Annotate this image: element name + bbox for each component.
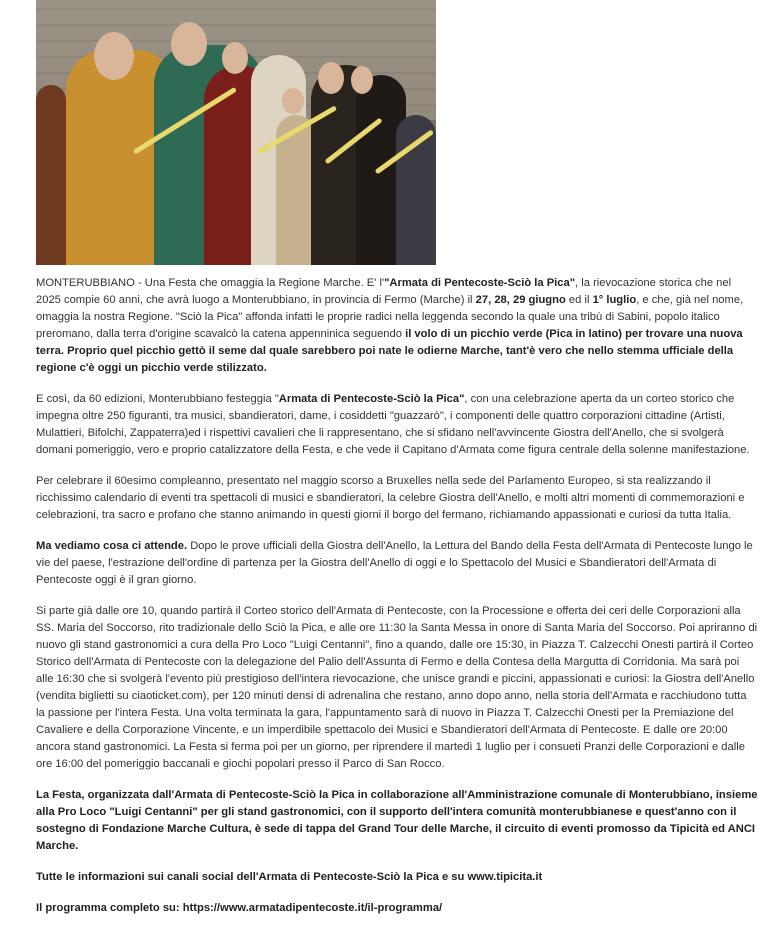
bold-text: Tutte le informazioni sui canali social dell'Armata di Pentecoste-Sciò la Pica e su [36, 871, 468, 883]
body-text: Dopo le prove ufficiali della Giostra dell'Anello, la Lettura del Bando della Festa dell'Armata di Pentecoste lungo le vie del paese, l'estrazione dell'ordine di partenza per la Giostra dell'Anello di oggi e lo Spettacolo del Musici e Sbandieratori dell'Armata di Pentecoste oggi è il gran giorno. [36, 540, 753, 586]
bold-text: Ma vediamo cosa ci attende. [36, 540, 188, 552]
article-paragraph [36, 900, 758, 917]
body-text: , la rievocazione storica che nel 2025 compie 60 anni, che avrà luogo a Monterubbiano, in provincia di Fermo (Marche) il [36, 277, 732, 306]
bold-text: "Armata di Pentecoste-Sciò la Pica" [384, 277, 576, 289]
bold-text: La Festa, organizzata dall'Armata di Pentecoste-Sciò la Pica in collaborazione all'Amministrazione comunale di Monterubbiano, insieme alla Pro Loco "Luigi Centanni" per gli stand gastronomici, con il supporto dell'intera comunità monterubbianese e quest'anno con il sostegno di Fondazione Marche Cultura, è sede di tappa del Grand Tour delle Marche, il circuito di eventi promosso da Tipicità ed ANCI Marche. [36, 789, 758, 852]
bold-text: il volo di un picchio verde (Pica in latino) per trovare una nuova terra. Proprio quel picchio gettò il seme dal quale sarebbero poi nate le odierne Marche, tant'è vero che nello stemma ufficiale della regione c'è oggi un picchio verde stilizzato. [36, 328, 743, 374]
body-text: , e che, già nel nome, omaggia la nostra Regione. "Sciò la Pica" affonda infatti le proprie radici nella leggenda secondo la quale una tribù di Sabini, popolo italico preromano, dalla terra d'origine scavalcò la catena appenninica seguendo [36, 294, 744, 340]
article-paragraph [36, 869, 758, 886]
article-photo [36, 0, 436, 265]
article-paragraph [36, 473, 758, 524]
article-paragraph [36, 275, 758, 377]
article-paragraph [36, 603, 758, 773]
article-paragraph [36, 538, 758, 589]
article-paragraph [36, 391, 758, 459]
body-text: ed il [565, 294, 593, 306]
article-link[interactable]: www.tipicita.it [467, 871, 543, 883]
article-body [36, 275, 758, 917]
body-text: Si parte già dalle ore 10, quando partirà il Corteo storico dell'Armata di Pentecoste, con la Processione e offerta dei ceri delle Corporazioni alla SS. Maria del Soccorso, rito tradizionale dello Sciò la Pica, e alle ore 11:30 la Santa Messa in onore di Santa Maria del Soccorso. Poi apriranno di nuovo gli stand gastronomici a cura della Pro Loco "Luigi Centanni", fino a quando, dalle ore 15:30, in Piazza T. Calzecchi Onesti partirà il Corteo Storico dell'Armata di Pentecoste con la delegazione del Palio dell'Assunta di Fermo e della Contesa della Margutta di Corridonia. Ma sarà poi alle 16:30 che si svolgerà l'evento più prestigioso dell'intera rievocazione, che unisce grandi e piccini, appassionati e curiosi: la Giostra dell'Anello (vendita biglietti su ciaoticket.com), per 120 minuti densi di adrenalina che restano, anno dopo anno, nella storia dell'Armata e racchiudono tutta la passione per l'intera Festa. Una volta terminata la gara, l'appuntamento sarà di nuovo in Piazza T. Calzecchi Onesti per la Premiazione del Cavaliere e della Corporazione Vincente, e un imperdibile spettacolo dei Musici e Sbandieratori dell'Armata di Pentecoste. E dalle ore 20:00 ancora stand gastronomici. La Festa si ferma poi per un giorno, per riprendere il martedì 1 luglio per i consueti Pranzi delle Corporazioni e dalle ore 16:00 del pomeriggio baccanali e giochi popolari presso il Parco di San Rocco. [36, 605, 758, 770]
body-text: E così, da 60 edizioni, Monterubbiano festeggia " [36, 393, 279, 405]
bold-text: 27, 28, 29 giugno [475, 294, 566, 306]
body-text: Per celebrare il 60esimo compleanno, presentato nel maggio scorso a Bruxelles nella sede del Parlamento Europeo, si sta realizzando il ricchissimo calendario di eventi tra spettacoli di musici e sbandieratori, la celebre Giostra dell'Anello, e molti altri momenti di commemorazioni e celebrazioni, tra sacro e profano che stanno animando in questi giorni il borgo del fermano, richiamando appassionati e curiosi da tutta Italia. [36, 475, 745, 521]
bold-text: Il programma completo su: [36, 902, 183, 914]
article [36, 0, 758, 931]
article-link[interactable]: https://www.armatadipentecoste.it/il-programma/ [182, 902, 443, 914]
bold-text: Armata di Pentecoste-Sciò la Pica" [278, 393, 465, 405]
bold-text: 1° luglio [592, 294, 637, 306]
article-paragraph [36, 787, 758, 855]
body-text: , con una celebrazione aperta da un corteo storico che impegna oltre 250 figuranti, tra musici, sbandieratori, dame, i cosiddetti "guazzarò", i componenti delle quattro corporazioni cittadine (Artisti, Mulattieri, Bifolchi, Zappaterra)ed i rispettivi cavalieri che li rappresentano, che si sfidano nell'avvincente Giostra dell'Anello, che si svolgerà domani pomeriggio, vero e proprio catalizzatore della Festa, e che vede il Capitano d'Armata come figura centrale della solenne manifestazione. [36, 393, 750, 456]
body-text: MONTERUBBIANO - Una Festa che omaggia la Regione Marche. E' l' [36, 277, 385, 289]
